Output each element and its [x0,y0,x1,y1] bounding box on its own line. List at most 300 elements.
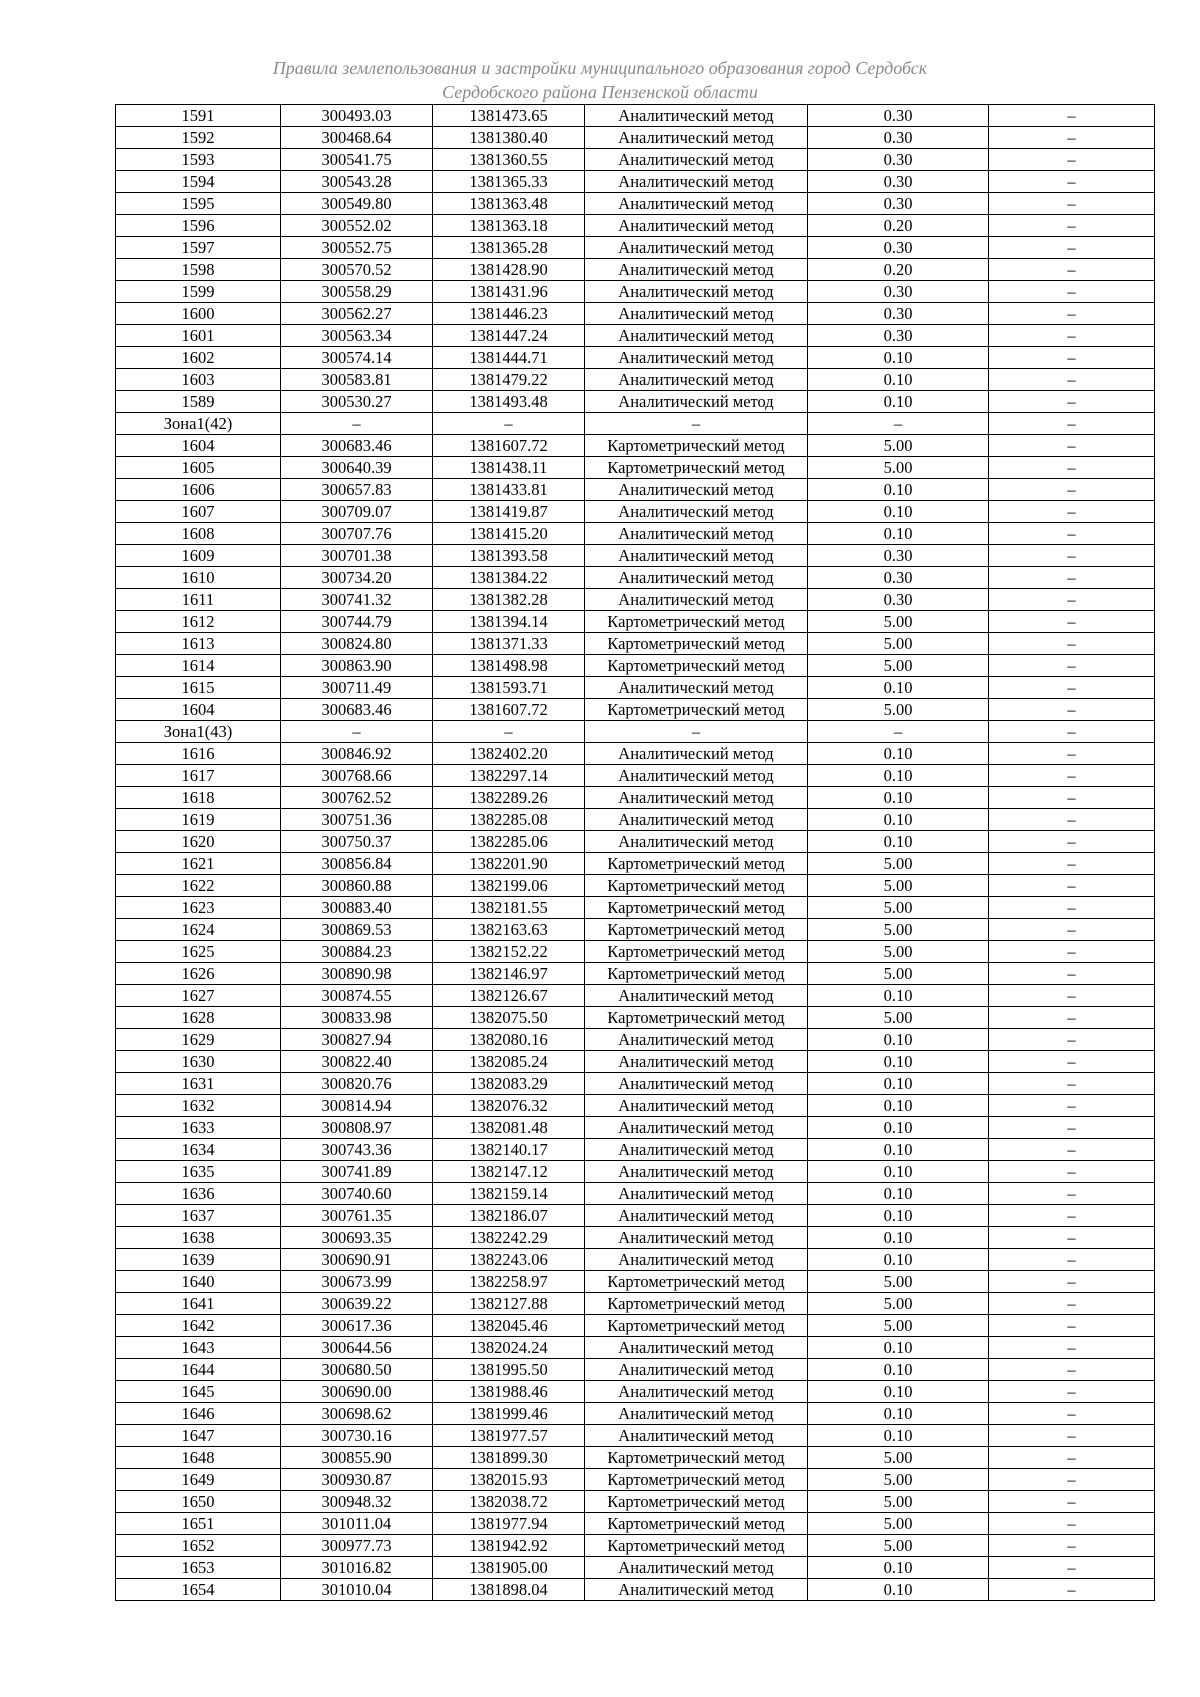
table-row [116,391,1155,413]
note-cell: – [989,1205,1155,1227]
point-number-cell: 1634 [116,1139,281,1161]
method-cell: Аналитический метод [585,1117,808,1139]
method-cell: Аналитический метод [585,1051,808,1073]
y-coordinate-cell: 1381365.33 [433,171,585,193]
y-coordinate-cell: 1382015.93 [433,1469,585,1491]
note-cell: – [989,1381,1155,1403]
x-coordinate-cell: 300814.94 [281,1095,433,1117]
accuracy-cell: 0.10 [808,1117,989,1139]
note-cell: – [989,787,1155,809]
method-cell: Картометрический метод [585,919,808,941]
table-row [116,1007,1155,1029]
y-coordinate-cell: 1381995.50 [433,1359,585,1381]
note-cell: – [989,963,1155,985]
x-coordinate-cell: 300874.55 [281,985,433,1007]
note-cell: – [989,457,1155,479]
table-row [116,1491,1155,1513]
table-row [116,1095,1155,1117]
accuracy-cell: 0.30 [808,171,989,193]
point-number-cell: 1603 [116,369,281,391]
table-row [116,1557,1155,1579]
point-number-cell: 1633 [116,1117,281,1139]
note-cell: – [989,237,1155,259]
header-line-1: Правила землепользования и застройки муниципального образования город Сердобск [272,58,928,78]
y-coordinate-cell: 1382243.06 [433,1249,585,1271]
y-coordinate-cell: 1382140.17 [433,1139,585,1161]
y-coordinate-cell: 1381988.46 [433,1381,585,1403]
note-cell: – [989,1271,1155,1293]
x-coordinate-cell: 301010.04 [281,1579,433,1601]
accuracy-cell: 5.00 [808,655,989,677]
table-row [116,567,1155,589]
y-coordinate-cell: 1381419.87 [433,501,585,523]
x-coordinate-cell: 300890.98 [281,963,433,985]
note-cell: – [989,545,1155,567]
note-cell: – [989,303,1155,325]
accuracy-cell: 0.10 [808,1095,989,1117]
table-row [116,215,1155,237]
x-coordinate-cell: 300709.07 [281,501,433,523]
note-cell: – [989,1337,1155,1359]
note-cell: – [989,1161,1155,1183]
point-number-cell: 1613 [116,633,281,655]
table-row [116,1425,1155,1447]
x-coordinate-cell: 300657.83 [281,479,433,501]
x-coordinate-cell: 300744.79 [281,611,433,633]
accuracy-cell: 5.00 [808,1513,989,1535]
point-number-cell: 1630 [116,1051,281,1073]
y-coordinate-cell: 1381607.72 [433,699,585,721]
accuracy-cell: 5.00 [808,1271,989,1293]
accuracy-cell: 0.10 [808,1579,989,1601]
coordinates-table-body [116,105,1155,1601]
method-cell: Аналитический метод [585,1579,808,1601]
note-cell: – [989,611,1155,633]
note-cell: – [989,281,1155,303]
y-coordinate-cell: 1381394.14 [433,611,585,633]
x-coordinate-cell: 300869.53 [281,919,433,941]
point-number-cell: 1654 [116,1579,281,1601]
point-number-cell: 1625 [116,941,281,963]
method-cell: Картометрический метод [585,1535,808,1557]
accuracy-cell: 5.00 [808,1469,989,1491]
table-row [116,193,1155,215]
point-number-cell: 1629 [116,1029,281,1051]
accuracy-cell: 0.10 [808,501,989,523]
accuracy-cell: 5.00 [808,963,989,985]
table-row [116,303,1155,325]
accuracy-cell: 5.00 [808,457,989,479]
point-number-cell: 1602 [116,347,281,369]
method-cell: Аналитический метод [585,1183,808,1205]
method-cell: Картометрический метод [585,875,808,897]
y-coordinate-cell: 1381371.33 [433,633,585,655]
point-number-cell: 1648 [116,1447,281,1469]
accuracy-cell: 0.10 [808,985,989,1007]
method-cell: Картометрический метод [585,1271,808,1293]
x-coordinate-cell: 300683.46 [281,435,433,457]
y-coordinate-cell: 1381393.58 [433,545,585,567]
note-cell: – [989,1139,1155,1161]
x-coordinate-cell: 300644.56 [281,1337,433,1359]
table-row [116,127,1155,149]
x-coordinate-cell: 300562.27 [281,303,433,325]
y-coordinate-cell: 1381977.94 [433,1513,585,1535]
note-cell: – [989,1447,1155,1469]
x-coordinate-cell: 300768.66 [281,765,433,787]
method-cell: Аналитический метод [585,479,808,501]
x-coordinate-cell: 301011.04 [281,1513,433,1535]
method-cell: Аналитический метод [585,303,808,325]
y-coordinate-cell: – [433,413,585,435]
x-coordinate-cell: 300673.99 [281,1271,433,1293]
x-coordinate-cell: 300493.03 [281,105,433,127]
table-row [116,809,1155,831]
note-cell: – [989,875,1155,897]
table-row [116,479,1155,501]
accuracy-cell: 0.10 [808,369,989,391]
table-row [116,897,1155,919]
accuracy-cell: 5.00 [808,435,989,457]
accuracy-cell: 0.10 [808,1381,989,1403]
accuracy-cell: 0.30 [808,149,989,171]
method-cell: Аналитический метод [585,325,808,347]
x-coordinate-cell: 300563.34 [281,325,433,347]
table-row [116,743,1155,765]
y-coordinate-cell: 1382163.63 [433,919,585,941]
x-coordinate-cell: 300617.36 [281,1315,433,1337]
x-coordinate-cell: 300833.98 [281,1007,433,1029]
table-row [116,1183,1155,1205]
method-cell: Аналитический метод [585,743,808,765]
y-coordinate-cell: 1381444.71 [433,347,585,369]
table-row [116,1359,1155,1381]
x-coordinate-cell: 300751.36 [281,809,433,831]
x-coordinate-cell: 300543.28 [281,171,433,193]
accuracy-cell: 0.30 [808,325,989,347]
method-cell: Аналитический метод [585,105,808,127]
note-cell: – [989,1183,1155,1205]
point-number-cell: 1636 [116,1183,281,1205]
method-cell: Аналитический метод [585,1095,808,1117]
y-coordinate-cell: 1382076.32 [433,1095,585,1117]
method-cell: Картометрический метод [585,457,808,479]
point-number-cell: 1600 [116,303,281,325]
x-coordinate-cell: 300808.97 [281,1117,433,1139]
point-number-cell: 1639 [116,1249,281,1271]
point-number-cell: 1612 [116,611,281,633]
method-cell: Картометрический метод [585,435,808,457]
x-coordinate-cell: 300740.60 [281,1183,433,1205]
x-coordinate-cell: 300698.62 [281,1403,433,1425]
point-number-cell: 1647 [116,1425,281,1447]
accuracy-cell: 5.00 [808,699,989,721]
accuracy-cell: 0.10 [808,1359,989,1381]
accuracy-cell: 0.10 [808,1403,989,1425]
note-cell: – [989,325,1155,347]
point-number-cell: 1594 [116,171,281,193]
note-cell: – [989,435,1155,457]
table-row [116,105,1155,127]
note-cell: – [989,1095,1155,1117]
x-coordinate-cell: 300701.38 [281,545,433,567]
method-cell: Аналитический метод [585,765,808,787]
table-row [116,633,1155,655]
accuracy-cell: 5.00 [808,633,989,655]
point-number-cell: 1621 [116,853,281,875]
note-cell: – [989,259,1155,281]
accuracy-cell: 0.10 [808,1051,989,1073]
accuracy-cell: 0.10 [808,1161,989,1183]
method-cell: Аналитический метод [585,1161,808,1183]
note-cell: – [989,1579,1155,1601]
accuracy-cell: 0.10 [808,677,989,699]
x-coordinate-cell: 300468.64 [281,127,433,149]
accuracy-cell: 0.10 [808,1029,989,1051]
y-coordinate-cell: 1381365.28 [433,237,585,259]
note-cell: – [989,1513,1155,1535]
point-number-cell: 1614 [116,655,281,677]
point-number-cell: 1631 [116,1073,281,1095]
accuracy-cell: 0.20 [808,215,989,237]
table-row [116,237,1155,259]
table-row [116,1029,1155,1051]
point-number-cell: 1649 [116,1469,281,1491]
method-cell: Картометрический метод [585,633,808,655]
method-cell: Аналитический метод [585,1227,808,1249]
note-cell: – [989,1007,1155,1029]
note-cell: – [989,1249,1155,1271]
y-coordinate-cell: 1381438.11 [433,457,585,479]
method-cell: Аналитический метод [585,787,808,809]
y-coordinate-cell: 1382186.07 [433,1205,585,1227]
y-coordinate-cell: 1381977.57 [433,1425,585,1447]
method-cell: Картометрический метод [585,1447,808,1469]
table-row [116,1513,1155,1535]
note-cell: – [989,1535,1155,1557]
table-row [116,1227,1155,1249]
note-cell: – [989,633,1155,655]
accuracy-cell: 0.20 [808,259,989,281]
y-coordinate-cell: 1381607.72 [433,435,585,457]
point-number-cell: 1626 [116,963,281,985]
table-row [116,523,1155,545]
x-coordinate-cell: 300640.39 [281,457,433,479]
table-row [116,985,1155,1007]
zone-header-row [116,413,1155,435]
point-number-cell: 1595 [116,193,281,215]
table-row [116,831,1155,853]
table-row [116,1161,1155,1183]
point-number-cell: 1617 [116,765,281,787]
point-number-cell: 1635 [116,1161,281,1183]
note-cell: – [989,699,1155,721]
method-cell: Аналитический метод [585,677,808,699]
x-coordinate-cell: 300639.22 [281,1293,433,1315]
method-cell: Картометрический метод [585,1293,808,1315]
y-coordinate-cell: 1381363.48 [433,193,585,215]
note-cell: – [989,347,1155,369]
x-coordinate-cell: 301016.82 [281,1557,433,1579]
method-cell: Аналитический метод [585,1381,808,1403]
x-coordinate-cell: 300863.90 [281,655,433,677]
point-number-cell: 1601 [116,325,281,347]
note-cell: – [989,1491,1155,1513]
x-coordinate-cell: 300948.32 [281,1491,433,1513]
x-coordinate-cell: 300930.87 [281,1469,433,1491]
x-coordinate-cell: 300855.90 [281,1447,433,1469]
point-number-cell: 1616 [116,743,281,765]
accuracy-cell: 5.00 [808,853,989,875]
note-cell: – [989,1117,1155,1139]
note-cell: – [989,1051,1155,1073]
accuracy-cell: 0.10 [808,1073,989,1095]
method-cell: Аналитический метод [585,1249,808,1271]
table-row [116,347,1155,369]
method-cell: Картометрический метод [585,1315,808,1337]
x-coordinate-cell: 300883.40 [281,897,433,919]
point-number-cell: 1597 [116,237,281,259]
table-row [116,171,1155,193]
x-coordinate-cell: 300820.76 [281,1073,433,1095]
table-row [116,655,1155,677]
table-row [116,963,1155,985]
accuracy-cell: 5.00 [808,941,989,963]
y-coordinate-cell: 1382242.29 [433,1227,585,1249]
method-cell: – [585,721,808,743]
y-coordinate-cell: 1382285.08 [433,809,585,831]
y-coordinate-cell: 1381942.92 [433,1535,585,1557]
zone-label-cell: Зона1(43) [116,721,281,743]
table-row [116,1073,1155,1095]
x-coordinate-cell: 300690.00 [281,1381,433,1403]
y-coordinate-cell: – [433,721,585,743]
point-number-cell: 1622 [116,875,281,897]
y-coordinate-cell: 1382258.97 [433,1271,585,1293]
note-cell: – [989,369,1155,391]
method-cell: Аналитический метод [585,237,808,259]
table-row [116,1117,1155,1139]
table-row [116,501,1155,523]
table-row [116,1403,1155,1425]
method-cell: Аналитический метод [585,347,808,369]
x-coordinate-cell: 300741.32 [281,589,433,611]
method-cell: Аналитический метод [585,809,808,831]
y-coordinate-cell: 1382199.06 [433,875,585,897]
y-coordinate-cell: 1382147.12 [433,1161,585,1183]
accuracy-cell: 5.00 [808,897,989,919]
y-coordinate-cell: 1381431.96 [433,281,585,303]
x-coordinate-cell: 300824.80 [281,633,433,655]
point-number-cell: 1623 [116,897,281,919]
accuracy-cell: 5.00 [808,1535,989,1557]
table-row [116,1293,1155,1315]
zone-header-row [116,721,1155,743]
point-number-cell: 1640 [116,1271,281,1293]
note-cell: – [989,171,1155,193]
y-coordinate-cell: 1382083.29 [433,1073,585,1095]
y-coordinate-cell: 1382152.22 [433,941,585,963]
note-cell: – [989,985,1155,1007]
point-number-cell: 1646 [116,1403,281,1425]
method-cell: Картометрический метод [585,853,808,875]
note-cell: – [989,941,1155,963]
x-coordinate-cell: 300762.52 [281,787,433,809]
x-coordinate-cell: 300583.81 [281,369,433,391]
y-coordinate-cell: 1381363.18 [433,215,585,237]
note-cell: – [989,391,1155,413]
method-cell: Аналитический метод [585,501,808,523]
point-number-cell: 1604 [116,699,281,721]
method-cell: Аналитический метод [585,127,808,149]
accuracy-cell: 0.10 [808,1425,989,1447]
point-number-cell: 1609 [116,545,281,567]
accuracy-cell: 0.10 [808,787,989,809]
y-coordinate-cell: 1382085.24 [433,1051,585,1073]
accuracy-cell: 0.30 [808,545,989,567]
table-row [116,1315,1155,1337]
method-cell: – [585,413,808,435]
note-cell: – [989,1359,1155,1381]
accuracy-cell: 0.10 [808,765,989,787]
point-number-cell: 1642 [116,1315,281,1337]
note-cell: – [989,149,1155,171]
method-cell: Аналитический метод [585,1557,808,1579]
point-number-cell: 1596 [116,215,281,237]
method-cell: Аналитический метод [585,149,808,171]
accuracy-cell: 0.10 [808,1557,989,1579]
table-row [116,1535,1155,1557]
y-coordinate-cell: 1381479.22 [433,369,585,391]
note-cell: – [989,897,1155,919]
y-coordinate-cell: 1381593.71 [433,677,585,699]
note-cell: – [989,1293,1155,1315]
note-cell: – [989,127,1155,149]
method-cell: Аналитический метод [585,215,808,237]
table-row [116,281,1155,303]
method-cell: Аналитический метод [585,1403,808,1425]
note-cell: – [989,501,1155,523]
point-number-cell: 1610 [116,567,281,589]
note-cell: – [989,743,1155,765]
x-coordinate-cell: 300884.23 [281,941,433,963]
accuracy-cell: 0.30 [808,589,989,611]
table-row [116,875,1155,897]
method-cell: Аналитический метод [585,259,808,281]
table-row [116,457,1155,479]
y-coordinate-cell: 1382289.26 [433,787,585,809]
method-cell: Аналитический метод [585,369,808,391]
table-row [116,611,1155,633]
method-cell: Картометрический метод [585,1469,808,1491]
accuracy-cell: 0.30 [808,303,989,325]
accuracy-cell: 5.00 [808,1315,989,1337]
note-cell: – [989,765,1155,787]
point-number-cell: 1608 [116,523,281,545]
table-row [116,1139,1155,1161]
table-row [116,919,1155,941]
note-cell: – [989,1403,1155,1425]
page-header [0,56,1200,104]
accuracy-cell: 0.30 [808,281,989,303]
y-coordinate-cell: 1382285.06 [433,831,585,853]
note-cell: – [989,919,1155,941]
x-coordinate-cell: 300846.92 [281,743,433,765]
accuracy-cell: 0.10 [808,1249,989,1271]
x-coordinate-cell: 300860.88 [281,875,433,897]
point-number-cell: 1652 [116,1535,281,1557]
point-number-cell: 1611 [116,589,281,611]
